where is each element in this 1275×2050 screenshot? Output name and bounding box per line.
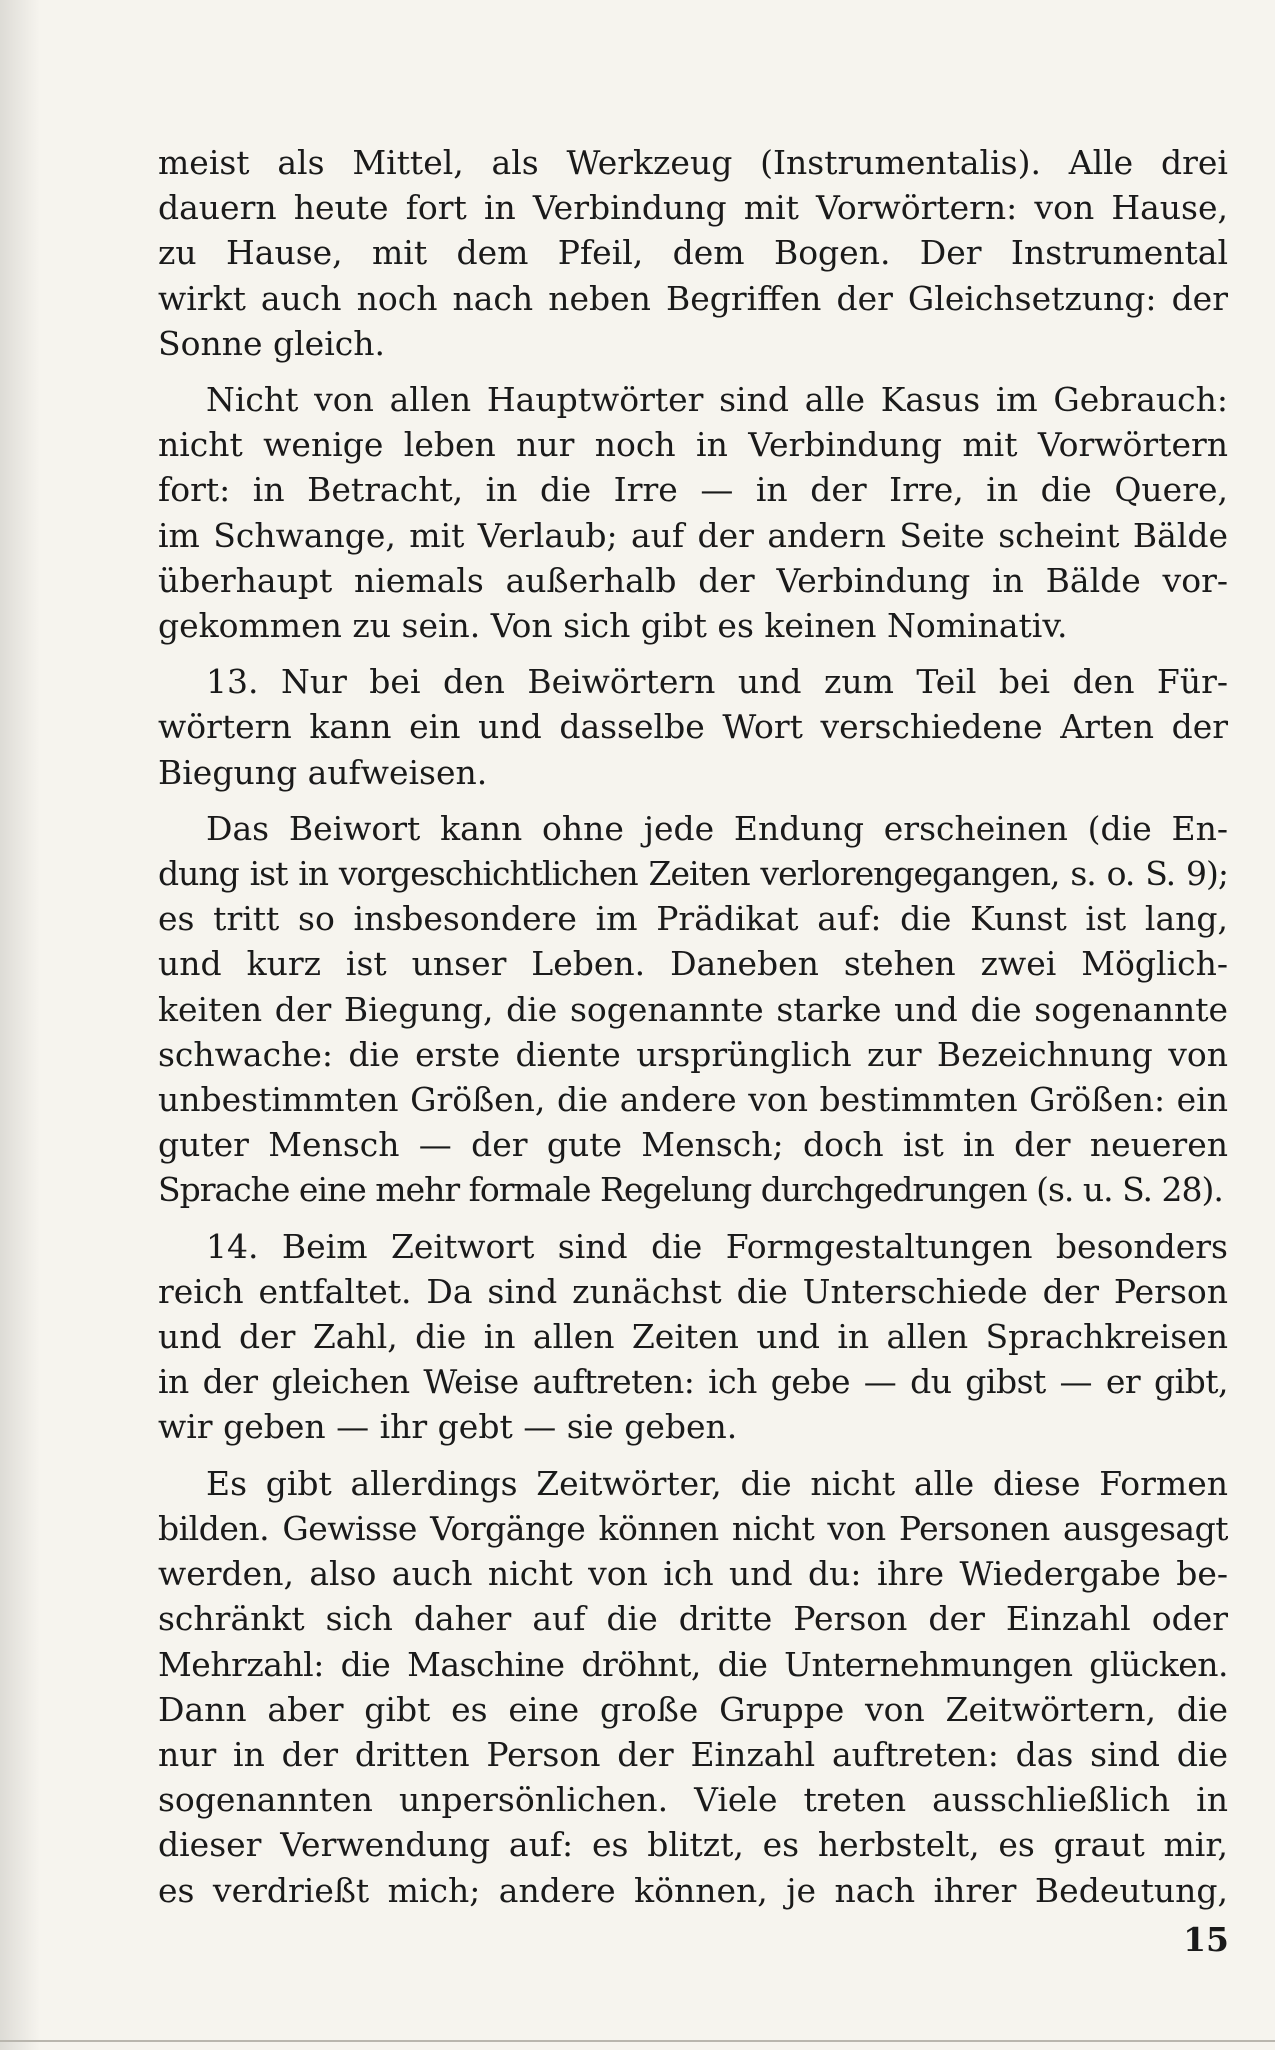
text-line: Das Beiwort kann ohne jede Endung erscheinen (die En- <box>206 808 1228 848</box>
text-line: Es gibt allerdings Zeitwörter, die nicht alle diese Formen <box>206 1463 1228 1503</box>
text-line: dauern heute fort in Verbindung mit Vorwörtern: von Hause, <box>158 188 1228 228</box>
text-line: dieser Verwendung auf: es blitzt, es herbstelt, es graut mir, <box>158 1825 1228 1865</box>
paragraph-zeitwoerter <box>158 1461 1228 1913</box>
text-line: dung ist in vorgeschichtlichen Zeiten verlorengegangen, s. o. S. 9); <box>158 854 1228 894</box>
text-line: in der gleichen Weise auftreten: ich gebe — du gibst — er gibt, <box>158 1362 1228 1402</box>
text-line: es tritt so insbesondere im Prädikat auf: die Kunst ist lang, <box>158 899 1228 939</box>
text-line: wirkt auch noch nach neben Begriffen der Gleichsetzung: der <box>158 278 1228 318</box>
text-line: fort: in Betracht, in die Irre — in der Irre, in die Quere, <box>158 470 1228 510</box>
text-line: unbestimmten Größen, die andere von bestimmten Größen: ein <box>158 1080 1228 1120</box>
paragraph-kasus <box>158 377 1228 648</box>
text-line: nicht wenige leben nur noch in Verbindung mit Vorwörtern <box>158 425 1228 465</box>
text-line: überhaupt niemals außerhalb der Verbindung in Bälde vor- <box>158 560 1228 600</box>
paragraph-section-14 <box>158 1224 1228 1450</box>
text-line: nur in der dritten Person der Einzahl auftreten: das sind die <box>158 1734 1228 1774</box>
text-line: Mehrzahl: die Maschine dröhnt, die Unternehmungen glücken. <box>158 1644 1228 1684</box>
paragraph-section-13 <box>158 659 1228 795</box>
text-line: sogenannten unpersönlichen. Viele treten ausschließlich in <box>158 1780 1228 1820</box>
text-line: schwache: die erste diente ursprünglich zur Bezeichnung von <box>158 1034 1228 1074</box>
text-line: 14. Beim Zeitwort sind die Formgestaltungen besonders <box>206 1226 1228 1266</box>
text-line: zu Hause, mit dem Pfeil, dem Bogen. Der Instrumental <box>158 233 1228 273</box>
text-line: Biegung aufweisen. <box>158 752 488 792</box>
text-line: es verdrießt mich; andere können, je nach ihrer Bedeutung, <box>158 1870 1228 1910</box>
text-line: guter Mensch — der gute Mensch; doch ist in der neueren <box>158 1125 1228 1165</box>
text-line: wörtern kann ein und dasselbe Wort verschiedene Arten der <box>158 707 1228 747</box>
text-line: im Schwange, mit Verlaub; auf der andern Seite scheint Bälde <box>158 515 1228 555</box>
text-line: werden, also auch nicht von ich und du: ihre Wiedergabe be- <box>158 1554 1228 1594</box>
paragraph-instrumental <box>158 140 1228 366</box>
text-line: Dann aber gibt es eine große Gruppe von Zeitwörtern, die <box>158 1689 1228 1729</box>
page-edge-shadow <box>0 0 40 2050</box>
paragraph-beiwort <box>158 806 1228 1213</box>
book-page-text <box>158 140 1228 1924</box>
text-line: reich entfaltet. Da sind zunächst die Unterschiede der Person <box>158 1271 1228 1311</box>
text-line: keiten der Biegung, die sogenannte starke und die sogenannte <box>158 989 1228 1029</box>
text-line: bilden. Gewisse Vorgänge können nicht von Personen ausgesagt <box>158 1508 1228 1548</box>
page-number: 15 <box>1183 1920 1229 1959</box>
text-line: Sonne gleich. <box>158 323 385 363</box>
text-line: gekommen zu sein. Von sich gibt es keinen Nominativ. <box>158 606 1068 646</box>
text-line: wir geben — ihr gebt — sie geben. <box>158 1407 738 1447</box>
page-bottom-edge <box>0 2040 1275 2042</box>
text-line: schränkt sich daher auf die dritte Person der Einzahl oder <box>158 1599 1228 1639</box>
text-line: und kurz ist unser Leben. Daneben stehen zwei Möglich- <box>158 944 1228 984</box>
text-line: 13. Nur bei den Beiwörtern und zum Teil bei den Für- <box>206 662 1228 702</box>
text-line: meist als Mittel, als Werkzeug (Instrumentalis). Alle drei <box>158 143 1228 182</box>
text-line: Sprache eine mehr formale Regelung durchgedrungen (s. u. S. 28). <box>158 1170 1223 1210</box>
text-line: Nicht von allen Hauptwörter sind alle Kasus im Gebrauch: <box>206 380 1228 420</box>
text-line: und der Zahl, die in allen Zeiten und in allen Sprachkreisen <box>158 1317 1228 1357</box>
